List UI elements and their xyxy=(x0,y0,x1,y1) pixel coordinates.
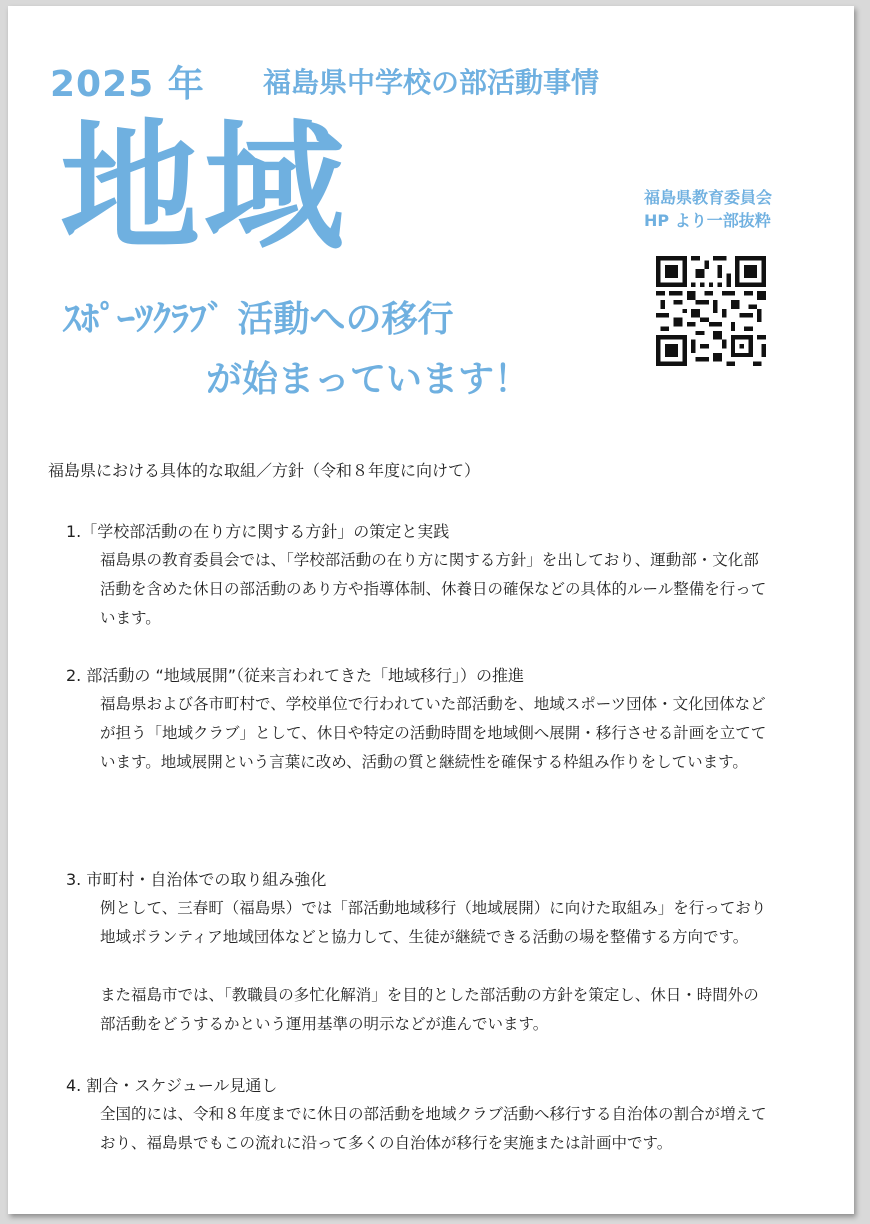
paragraph-gap xyxy=(100,952,826,981)
body-line: 例として、三春町（福島県）では「部活動地域移行（地域展開）に向けた取組み」を行っており xyxy=(100,899,767,917)
qr-code-icon xyxy=(656,256,766,366)
body-line: 部活動をどうするかという運用基準の明示などが進んでいます。 xyxy=(100,1015,549,1033)
section-body xyxy=(100,894,826,1039)
source-line-2: HP より一部抜粋 xyxy=(644,211,771,230)
year-label: 2025 年 xyxy=(50,64,205,105)
section-body xyxy=(100,1100,826,1158)
section-heading: 3. 市町村・自治体での取り組み強化 xyxy=(66,870,327,889)
headline-line-1: ｽﾎﾟｰﾂｸﾗﾌﾞ 活動への移行 xyxy=(63,299,454,340)
body-line: います。地域展開という言葉に改め、活動の質と継続性を確保する枠組み作りをしています。 xyxy=(100,753,748,771)
body-line: また福島市では、「教職員の多忙化解消」を目的とした部活動の方針を策定し、休日・時間外の xyxy=(100,986,759,1004)
intro-text: 福島県における具体的な取組／方針（令和８年度に向けて） xyxy=(48,461,481,480)
body-line: 活動を含めた休日の部活動のあり方や指導体制、休養日の確保などの具体的ルール整備を行って xyxy=(100,580,767,598)
body-line: います。 xyxy=(100,609,161,627)
body-line: 地域ボランティア地域団体などと協力して、生徒が継続できる活動の場を整備する方向です。 xyxy=(100,928,749,946)
document-page xyxy=(8,6,854,1214)
body-line: おり、福島県でもこの流れに沿って多くの自治体が移行を実施または計画中です。 xyxy=(100,1134,673,1152)
source-line-1: 福島県教育委員会 xyxy=(644,188,773,207)
section-2 xyxy=(66,662,826,777)
section-heading: 4. 割合・スケジュール見通し xyxy=(66,1076,278,1095)
section-3 xyxy=(66,866,826,1039)
body-line: 全国的には、令和８年度までに休日の部活動を地域クラブ活動へ移行する自治体の割合が増えて xyxy=(100,1105,767,1123)
subtitle: 福島県中学校の部活動事情 xyxy=(263,66,600,99)
headline-line-2: が始まっています！ xyxy=(206,359,531,400)
section-body xyxy=(100,546,826,633)
section-4 xyxy=(66,1072,826,1158)
body-line: 福島県の教育委員会では、「学校部活動の在り方に関する方針」を出しており、運動部・文化部 xyxy=(100,551,759,569)
section-heading: 2. 部活動の “地域展開”（従来言われてきた「地域移行」）の推進 xyxy=(66,666,525,685)
source-note xyxy=(644,186,772,232)
section-heading: 1.「学校部活動の在り方に関する方針」の策定と実践 xyxy=(66,522,450,541)
main-title: 地域 xyxy=(60,107,349,270)
body-line: が担う「地域クラブ」として、休日や特定の活動時間を地域側へ展開・移行させる計画を立てて xyxy=(100,724,767,742)
section-body xyxy=(100,690,826,777)
body-line: 福島県および各市町村で、学校単位で行われていた部活動を、地域スポーツ団体・文化団体など xyxy=(100,695,766,713)
section-1 xyxy=(66,518,826,633)
